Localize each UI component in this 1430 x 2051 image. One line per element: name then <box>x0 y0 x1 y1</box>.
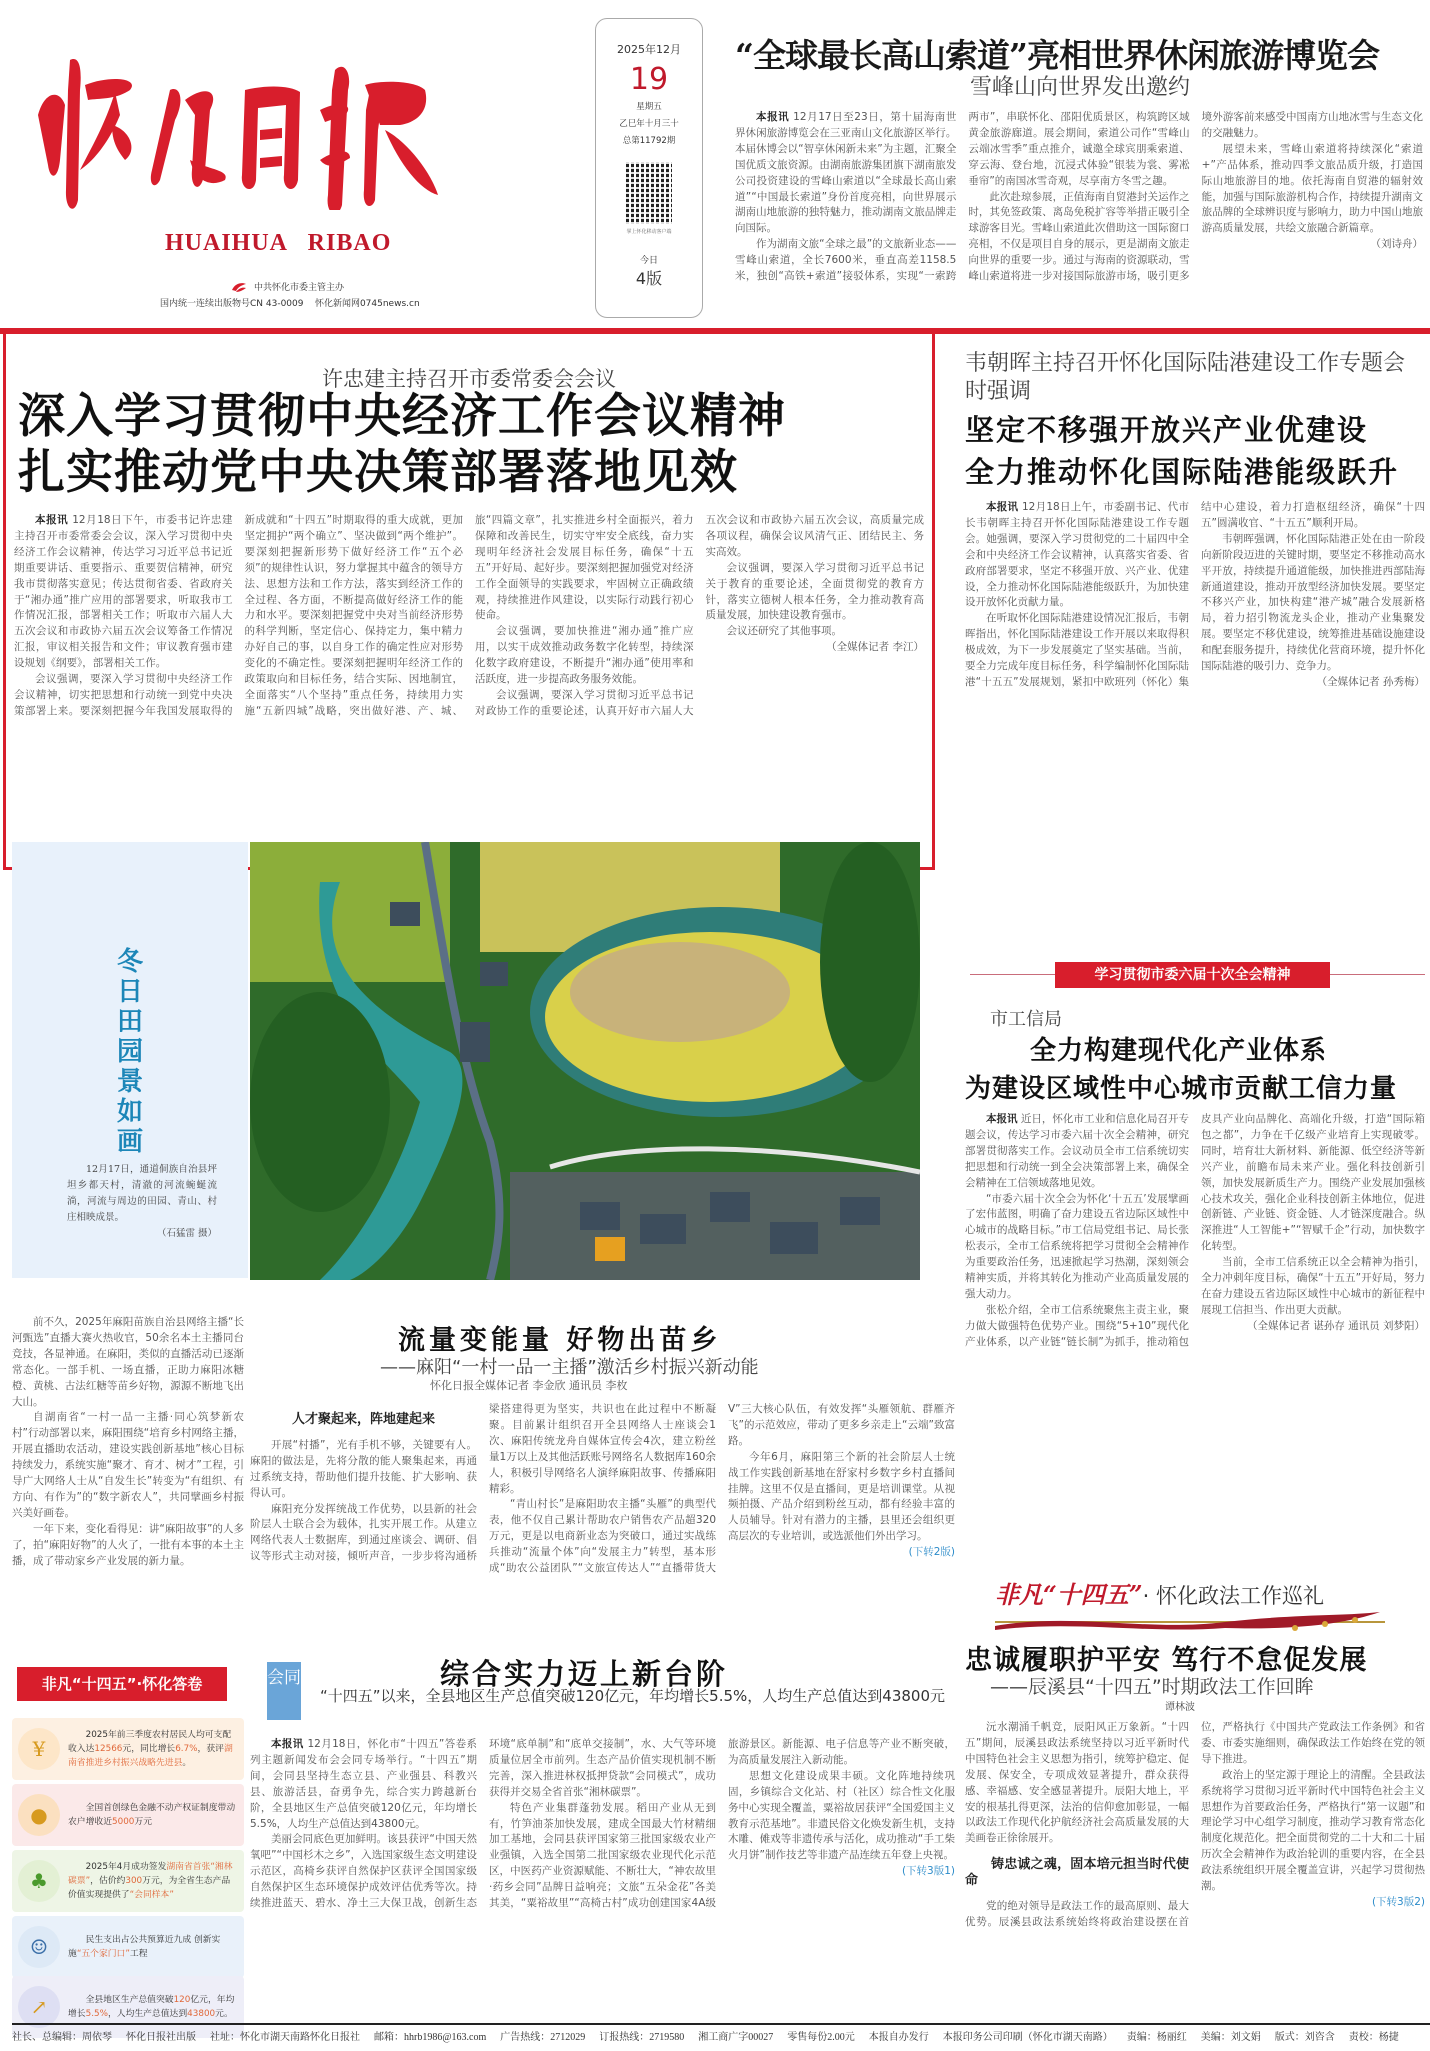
text-fragment: 工程 <box>129 1949 148 1959</box>
paragraph: 沅水潮涌千帆竞，辰阳风正万象新。“十四五”期间，辰溪县政法系统坚持以习近平新时代中国特色社会主义思想为指引，统筹护稳定、促发展、保安全，专项成效显著提升，群众获得感、幸福感、安全感显著提升。辰阳大地上，平安的根基扎得更深，法治的信仰愈加彰显，一幅以政法工作现代化护航经济社会高质量发展的大美画卷正徐徐展开。 <box>965 1721 1189 1845</box>
paragraph: 一年下来，变化看得见：讲“麻阳故事”的人多了，拍“麻阳好物”的人火了，一批有本事的本土主播，成了带动家乡产业发展的新力量。 <box>12 1522 244 1567</box>
day-number: 19 <box>629 62 669 97</box>
byline: （全媒体记者 李江） <box>826 641 924 654</box>
highlight-value: 5000 <box>112 1817 135 1827</box>
mayang-story-subheadline: ——麻阳“一村一品一主播”激活乡村振兴新动能 <box>380 1357 759 1378</box>
plenum-story-kicker: 市工信局 <box>990 1009 1062 1030</box>
section-banner: 学习贯彻市委六届十次全会精神 <box>1055 962 1330 988</box>
paragraph: 特色产业集群蓬勃发展。稻田产业从无到有，竹笋油茶加快发展，建成全国最大竹材精细加工基地，会同县获评国家第三批国家级农业产业强镇，入选全国第二批国家级农业现代化示范区，中医药产业资源赋能、不断壮大，“神农故里·药乡会同”品牌日益响亮；文旅“五朵金花”各美其美，“粟裕故里”“高椅古村”成功创建国家4A级旅游景区。新能源、电子信息等产业不断突破，为高质量发展注入新动能。 <box>489 1738 955 1910</box>
text-fragment: 。 <box>182 1758 192 1768</box>
paragraph: 会议强调，要加快推进“湘办通”推广应用，以实干成效推动政务数字化转型，持续深化数字政府建设，不断提升“湘办通”使用率和活跃度，进一步提高政务服务效能。 <box>475 625 694 686</box>
footer-item: 怀化日报社出版 <box>126 2032 196 2043</box>
port-story-headline-1[interactable]: 坚定不移强开放兴产业优建设 <box>965 413 1369 447</box>
infographic-text <box>60 1801 244 1829</box>
lead-story <box>3 330 935 870</box>
caption-text: 12月17日，通道侗族自治县坪坦乡都天村，清澈的河流蜿蜒流淌，河流与周边的田园、青山、村庄相映成景。 <box>67 1164 217 1223</box>
paragraph: 会议强调，要深入学习贯彻习近平总书记关于教育的重要论述，全面贯彻党的教育方针，落实立德树人根本任务，全力推动教育高质量发展，加快建设教育强市。 <box>705 561 924 622</box>
paragraph: 党的绝对领导是政法工作的最高原则、最大优势。辰溪县政法系统始终将政治建设摆在首位，严格执行《中国共产党政法工作条例》和省委、市委实施细则，确保政法工作始终在党的领导下推进。 <box>965 1721 1425 1928</box>
infographic-item <box>12 1718 244 1780</box>
lead-tag: 本报讯 <box>271 1738 304 1750</box>
paragraph: 12月17日至23日，第十届海南世界休闲旅游博览会在三亚南山文化旅游区举行。本届休博会以“智享休闲新未来”为主题，汇聚全国优质文旅资源。由湖南旅游集团旗下湖南旅发公司投资建设的雪峰山索道以“全球最长高山索道”“中国最长索道”身份首度亮相，向世界展示湖南山地旅游的独特魅力，推动湖南文旅品牌走向国际。 <box>735 111 957 235</box>
year-month: 2025年12月 <box>617 43 681 56</box>
infographic-text <box>60 1993 244 2021</box>
text-fragment: ，人均生产总值达到 <box>107 2009 188 2019</box>
footer-item: 社址：怀化市湖天南路怀化日报社 <box>210 2032 360 2043</box>
text-fragment: 2025年4月成功签发 <box>85 1862 167 1872</box>
paragraph: 当前，全市工信系统正以全会精神为指引，全力冲刺年度目标，确保“十五五”开好局，努力在奋力建设五省边际区域性中心城市的新征程中展现工信担当、作出更大贡献。 <box>1201 1256 1425 1316</box>
aerial-village-photo[interactable] <box>250 842 920 1280</box>
infographic-text <box>60 1860 244 1902</box>
footer-item: 美编：刘文娟 <box>1200 2032 1261 2043</box>
text-fragment: 全国首创绿色金融不动产权证制度带动农户增收近 <box>68 1803 236 1827</box>
website-link[interactable]: 怀化新闻网0745news.cn <box>314 299 420 309</box>
lead-tag: 本报讯 <box>35 514 69 526</box>
photo-caption <box>67 1162 217 1242</box>
paragraph: 张松介绍，全市工信系统聚焦主责主业，聚力做大做强特色优势产业。围绕“5+10”现代化产业体系，以产业链“链长制”为抓手，推动箱包皮具产业向品牌化、高端化升级，打造“国际箱包之都”，力争在千亿级产业培育上实现破零。同时，培育壮大新材料、新能源、低空经济等新兴产业，前瞻布局未来产业。强化科技创新引领，加快发展新质生产力。围绕产业发展加强核心技术攻关，强化企业科技创新主体地位，促进创新链、产业链、资金链、人才链深度融合。纵深推进“人工智能+”“智赋千企”行动，加快数字化转型。 <box>965 1113 1425 1348</box>
text-fragment: 万元 <box>134 1817 152 1827</box>
infographic-text <box>60 1728 244 1770</box>
paragraph: 美丽会同底色更加鲜明。该县获评“中国天然氧吧”“中国杉木之乡”，入选国家级生态文明建设示范区，高椅乡获评自然保护区获评全国国家级自然保护区生态环境保护成效评估优秀等次。持续推进蓝天、碧水、净土三大保卫战，创新生态环境“底单制”和“底单交接制”，水、大气等环境质量位居全市前列。生态产品价值实现机制不断完善，深入推进林权抵押贷款“会同模式”，成功获得并交易全省首张“湘林碳票”。 <box>250 1738 716 1910</box>
paragraph: 麻阳充分发挥统战工作优势，以县新的社会阶层人士联合会为载体，扎实开展工作。从建立网络代表人士数据库，到通过座谈会、调研、倡议等形式主动对接，倾听声音，一步步将沟通桥梁搭建得更为坚实，共识也在此过程中不断凝聚。目前累计组织召开全县网络人士座谈会1次、麻阳传统龙舟自媒体宣传会4次，建立粉丝量1万以上及其他活跃账号网络名人数据库160余人，积极引导网络名人演绎麻阳故事、传播麻阳精彩。 <box>250 1403 716 1563</box>
party-emblem-icon <box>230 281 248 293</box>
lead-story-headline-1[interactable]: 深入学习贯彻中央经济工作会议精神 <box>18 389 786 444</box>
paragraph: 今年6月，麻阳第三个新的社会阶层人士统战工作实践创新基地在舒家村乡数字乡村直播间挂牌。这里不仅是直播间，更是培训课堂。从视频拍摄、产品介绍到粉丝互动，都有经验丰富的人员辅导。针对有潜力的主播，县里还会组织更高层次的专业培训，或选派他们外出学习。 <box>728 1450 955 1543</box>
today-label: 今日 <box>639 256 658 266</box>
plenum-story-body <box>965 1112 1425 1532</box>
date-box <box>595 18 703 318</box>
lead-tag: 本报讯 <box>986 1113 1018 1125</box>
publisher-text: 中共怀化市委主管主办 <box>254 283 345 293</box>
qr-code[interactable] <box>626 162 672 224</box>
text-fragment: 万元，为全省生态产品价值实现提供了 <box>68 1876 231 1900</box>
highlight-value: 12566 <box>94 1744 123 1754</box>
paragraph: 会议还研究了其他事项。 <box>726 625 842 638</box>
paragraph: 作为湖南文旅“全球之最”的文旅新业态——雪峰山索道，全长7600米，垂直高差1158.5米，独创“高铁+索道”接驳体系，实现“一索跨两市”，串联怀化、邵阳优质景区，构筑跨区域黄金旅游廊道。展会期间，索道公司作“雪峰山云端冰雪季”重点推介，诚邀全球宾朋乘索道、穿云海、登台地，沉浸式体验“银装为裳、雾凇垂帘”的南国冰雪奇观，尽享南方冬雪之趣。 <box>735 111 1190 283</box>
section-subheading: 铸忠诚之魂，固本培元担当时代使命 <box>965 1857 1189 1889</box>
masthead-logo <box>20 30 440 210</box>
text-fragment: ，估价约 <box>90 1876 126 1886</box>
lead-tag: 本报讯 <box>756 111 790 123</box>
section-subheading: 人才聚起来，阵地建起来 <box>291 1412 435 1427</box>
footer-divider <box>12 2023 1430 2025</box>
infographic-banner: 非凡“十四五”·怀化答卷 <box>17 1667 227 1701</box>
coins-icon: ● <box>18 1794 60 1836</box>
footer-imprint <box>12 2028 1430 2043</box>
lead-story-headline-2[interactable]: 扎实推动党中央决策部署落地见效 <box>18 445 738 500</box>
paragraph: 韦朝晖强调，怀化国际陆港正处在由一阶段向新阶段迈进的关键时期，要坚定不移推动高水平开放，持续提升通道能级，加快推进西部陆海新通道建设，推动开放型经济加快发展。要坚定不移兴产业，加快构建“港产城”融合发展新格局，着力招引物流龙头企业，推动产业集聚发展。要坚定不移优建设，统筹推进基础设施建设和配套服务提升，持续优化营商环境，提升怀化国际陆港的吸引力、竞争力。 <box>1201 532 1425 673</box>
series-logo-text: · 怀化政法工作巡礼 <box>1142 1584 1324 1608</box>
infographic-text <box>60 1933 244 1961</box>
plenum-story-headline-2[interactable]: 为建设区域性中心城市贡献工信力量 <box>965 1074 1398 1104</box>
paragraph: 12月18日，怀化市“十四五”答卷系列主题新闻发布会会同专场举行。“十四五”期间，会同县坚持生态立县、产业强县、科教兴县、旅游活县，奋勇争先，综合实力跨越新台阶，全县地区生产总值突破120亿元，年均增长5.5%，人均生产总值达到43800元。 <box>250 1738 478 1830</box>
byline: （全媒体记者 孙秀梅） <box>1316 675 1425 688</box>
top-story-subheadline: 雪峰山向世界发出邀约 <box>969 75 1190 100</box>
highlight-value: 湖南省推进乡村振兴战略先进县 <box>68 1744 233 1768</box>
law-story-headline[interactable]: 忠诚履职护平安 笃行不怠促发展 <box>965 1645 1368 1676</box>
paragraph: 前不久，2025年麻阳苗族自治县网络主播“长河甄选”直播大赛火热收官，50余名本土主播同台竞技，各显神通。在麻阳，类似的直播活动已逐渐常态化。一部手机、一场直播，正助力麻阳冰糖橙、黄桃、古法红糖等苗乡好物，源源不断地飞出大山。 <box>12 1316 244 1408</box>
paragraph: 会议强调，要深入学习贯彻习近平总书记对政协工作的重要论述，认真开好市六届人大五次会议和市政协六届五次会议，高质量完成各项议程，确保会议风清气正、团结民主、务实高效。 <box>475 514 924 717</box>
infographic-item <box>12 1850 244 1912</box>
text-fragment: 2025年前三季度农村居民人均可支配收入达 <box>68 1730 232 1754</box>
paragraph: “市委六届十次全会为怀化‘十五五’发展擘画了宏伟蓝图，明确了奋力建设五省边际区域性中心城市的战略目标。”市工信局党组书记、局长张松表示，全市工信系统将把学习贯彻全会精神作为重要政治任务，迅速掀起学习热潮，深刻领会精神实质，并将其转化为推动产业高质量发展的强大动力。 <box>965 1192 1189 1300</box>
lead-story-body <box>14 513 924 861</box>
paragraph: 12月18日下午，市委书记许忠建主持召开市委常委会会议，深入学习贯彻中央经济工作会议精神，传达学习习近平总书记近期重要讲话、重要指示、重要贺信精神，研究我市贯彻落实意见；传达贯彻省委、省政府关于“湘办通”推广应用的部署要求，听取我市工作情况汇报，部署相关工作；听取市六届人大五次会议和市政协六届五次会议筹备工作情况汇报，审议相关报告和文件；审议教育强市建设规划《纲要》，部署相关工作。 <box>14 514 233 670</box>
ribbon-decoration-icon <box>995 1610 1385 1632</box>
text-fragment: 亿元，年均增长 <box>68 1995 235 2019</box>
infographic-item <box>12 1916 244 1978</box>
port-story-kicker: 韦朝晖主持召开怀化国际陆港建设工作专题会时强调 <box>965 351 1406 404</box>
continued-link[interactable]: (下转3版2) <box>1371 1895 1425 1908</box>
county-tag: 会同 <box>267 1662 301 1720</box>
weekday: 星期五 <box>636 102 662 112</box>
lunar-date: 乙巳年十月三十 <box>619 119 679 129</box>
continued-link[interactable]: (下转3版1) <box>901 1865 955 1878</box>
cn-number: 国内统一连续出版物号CN 43-0009 <box>160 299 304 309</box>
footer-item: 订报热线：2719580 <box>599 2032 685 2043</box>
top-story-body <box>735 110 1423 310</box>
footer-item: 广告热线：2712029 <box>500 2032 586 2043</box>
paragraph: 自湖南省“一村一品一主播·同心筑梦新农村”行动部署以来，麻阳围绕“培育乡村网络主播，开展直播助农活动，建设实践创新基地”核心目标持续发力，系统实施“聚才、育才、树才”工程，引导广大网络人士从“自发生长”转变为“有组织、有方向、有作为”的“数字新农人”，共同擘画乡村振兴美好画卷。 <box>12 1411 244 1519</box>
plenum-story-headline-1[interactable]: 全力构建现代化产业体系 <box>1030 1036 1328 1066</box>
footer-item: 本报自办发行 <box>868 2032 929 2043</box>
footer-item: 责编：杨丽红 <box>1126 2032 1187 2043</box>
publication-info <box>160 296 420 309</box>
highlight-value: 120 <box>173 1995 191 2005</box>
photo-credit: （石猛雷 摄） <box>156 1228 217 1239</box>
footer-item: 社长、总编辑：周依琴 <box>12 2032 112 2043</box>
port-story-headline-2[interactable]: 全力推动怀化国际陆港能级跃升 <box>965 455 1400 489</box>
port-story-body <box>965 500 1425 940</box>
mayang-story-intro <box>12 1315 244 1635</box>
series-logo-red: 非凡“十四五” <box>995 1580 1143 1609</box>
issue-number: 总第11792期 <box>622 136 676 146</box>
infographic-item <box>12 1784 244 1846</box>
footer-item: 责校：杨捷 <box>1348 2032 1399 2043</box>
paragraph: 会议强调，要深入学习贯彻中央经济工作会议精神，切实把思想和行动统一到党中央决策部署上来。要深刻把握今年我国发展取得的新成就和“十四五”时期取得的重大成就，更加坚定拥护“两个确立”、坚决做到“两个维护”。要深刻把握新形势下做好经济工作“五个必须”的规律性认识，努力掌握其中蕴含的领导方法、思想方法和工作方法，落实到经济工作的全过程、各方面，不断提高做好经济工作的能力和水平。要深刻把握党中央对当前经济形势的科学判断，坚定信心、保持定力，集中精力办好自己的事，以自身工作的确定性应对形势变化的不确定性。要深刻把握明年经济工作的政策取向和目标任务，结合实际、因地制宜，全面落实“八个坚持”重点任务，持续用力实施“五新四城”战略，突出做好港、产、城、旅“四篇文章”，扎实推进乡村全面振兴，着力保障和改善民生，切实守牢安全底线，奋力实现明年经济社会发展目标任务，确保“十五五”开好局、起好步。要深刻把握加强党对经济工作全面领导的实践要求，牢固树立正确政绩观，持续推进作风建设，以实际行动践行初心使命。 <box>14 514 694 717</box>
paragraph: “青山村长”是麻阳助农主播“头雁”的典型代表，他不仅自己累计帮助农户销售农产品超320万元，更是以电商新业态为突破口，通过实战练兵推动“流量个体”向“发展主力”转型，基本形成“助农公益团队”“文旅宣传达人”“直播带货大V”三大核心队伍，有效发挥“头雁领航、群雁齐飞”的示范效应，带动了更多乡亲走上“云端”致富路。 <box>489 1403 955 1575</box>
money-hand-icon: ¥ <box>18 1728 60 1770</box>
photo-feature-title: 冬日田园景如画 <box>116 947 143 1157</box>
highlight-value: 300 <box>125 1876 143 1886</box>
qr-caption: 掌上怀化移动客户端 <box>626 229 672 235</box>
text-fragment: 元。 <box>215 2009 233 2019</box>
text-fragment: 元，同比增长 <box>122 1744 176 1754</box>
footer-item: 邮箱：hhrb1986@163.com <box>374 2032 487 2043</box>
photo-feature-panel <box>12 842 248 1278</box>
text-fragment: ，获评 <box>197 1744 224 1754</box>
footer-item: 零售每份2.00元 <box>787 2032 855 2043</box>
paragraph: 开展“村播”，光有手机不够，关键要有人。麻阳的做法是，先将分散的能人聚集起来，再通过系统支持，帮助他们提升技能、扩大影响、获得认可。 <box>250 1438 477 1499</box>
mayang-story-body <box>250 1402 955 1627</box>
paragraph: 在听取怀化国际陆港建设情况汇报后，韦朝晖指出，怀化国际陆港建设工作开展以来取得积极成效，为下一步发展奠定了坚实基础。当前，要全力完成年度目标任务，科学编制怀化国际陆港“十五五”发展规划，紧扣中欧班列（怀化）集结中心建设，着力打造枢纽经济，确保“十四五”圆满收官、“十五五”顺利开局。 <box>965 501 1425 688</box>
highlight-value: 43800 <box>187 2009 216 2019</box>
footer-item: 版式：刘咨含 <box>1274 2032 1335 2043</box>
paragraph: 政治上的坚定源于理论上的清醒。全县政法系统将学习贯彻习近平新时代中国特色社会主义思想作为首要政治任务，严格执行“第一议题”和理论学习中心组学习制度，推动学习教育常态化制度化规范化。把全面贯彻党的二十大和二十届历次全会精神作为政治轮训的重要内容，在全县政法系统组织开展全覆盖宣讲，兴起学习贯彻热潮。 <box>1201 1768 1425 1893</box>
growth-chart-icon: ↗ <box>18 1986 60 2028</box>
huitong-story-body <box>250 1737 955 2007</box>
mayang-story-byline: 怀化日报全媒体记者 李金欣 通讯员 李枚 <box>430 1379 628 1392</box>
huitong-story-headline[interactable]: 综合实力迈上新台阶 <box>440 1657 729 1691</box>
footer-item: 本报印务公司印刷（怀化市湖天南路） <box>942 2032 1113 2043</box>
highlight-value: “会同样本” <box>129 1890 174 1900</box>
mayang-story-headline[interactable]: 流量变能量 好物出苗乡 <box>398 1325 722 1356</box>
paragraph: 近日，怀化市工业和信息化局召开专题会议，传达学习市委六届十次全会精神，研究部署贯彻落实工作。会议动员全市工信系统切实把思想和行动统一到全会决策部署上来，确保全会精神在工信领域落地见效。 <box>965 1113 1190 1189</box>
footer-item: 湘工商广字00027 <box>698 2032 774 2043</box>
law-story-body <box>965 1720 1425 2010</box>
huitong-story-subheadline: “十四五”以来，全县地区生产总值突破120亿元，年均增长5.5%，人均生产总值达到43800元 <box>320 1687 946 1705</box>
edition-count: 4版 <box>635 269 663 288</box>
paragraph: 思想文化建设成果丰硕。文化阵地持续巩固，乡镇综合文化站、村（社区）综合性文化服务中心实现全覆盖，粟裕故居获评“全国爱国主义教育示范基地”。非遗民俗文化焕发新生机，支持木雕、傩戏等非遗传承与活化，成功推动“手工柴火月饼”制作技艺等非遗产品连续五年登上央视。 <box>728 1769 955 1862</box>
byline: （刘诗舟） <box>1370 238 1423 251</box>
highlight-value: 5.5% <box>85 2009 108 2019</box>
law-story-author: 谭林波 <box>1165 1702 1195 1713</box>
text-fragment: 民生支出占公共预算近九成 创新实施 <box>68 1935 221 1959</box>
top-story-headline[interactable]: “全球最长高山索道”亮相世界休闲旅游博览会 <box>735 36 1379 75</box>
paragraph: 12月18日上午，市委副书记、代市长韦朝晖主持召开怀化国际陆港建设工作专题会。她强调，要深入学习贯彻党的二十届四中全会和中央经济工作会议精神，认真落实省委、省政府部署要求，坚定不移强开放、兴产业、优建设，全力推动怀化国际陆港能级跃升，为加快建设开放怀化贡献力量。 <box>965 501 1190 609</box>
highlight-value: “五个家门口” <box>76 1949 130 1959</box>
lead-story-kicker: 许忠建主持召开市委常委会会议 <box>322 367 616 391</box>
people-icon: ☺ <box>18 1926 60 1968</box>
highlight-value: 6.7% <box>175 1744 198 1754</box>
publisher-row <box>230 280 344 293</box>
highlight-value: 湖南省首张“湘林碳票” <box>68 1862 233 1886</box>
lead-tag: 本报讯 <box>986 501 1019 513</box>
paragraph: 展望未来，雪峰山索道将持续深化“索道+”产品体系，推动四季文旅品质升级，打造国际山地旅游目的地。依托海南自贸港的辐射效能，加强与国际旅游机构合作，持续提升湖南文旅品牌的全球辨识度与影响力，助力中国山地旅游高质量发展，共绘文旅融合新篇章。 <box>1201 142 1423 235</box>
masthead-english-name: HUAIHUA RIBAO <box>165 230 392 256</box>
law-story-subheadline: ——辰溪县“十四五”时期政法工作回眸 <box>990 1676 1314 1698</box>
paragraph: 此次赴琼参展，正值海南自贸港封关运作之时，其免签政策、离岛免税扩容等举措正吸引全球游客目光。雪峰山索道此次借助这一国际窗口亮相，不仅是项目自身的展示，更是湖南文旅走向世界的重要一步。通过与海南的资源联动，雪峰山索道将进一步对接国际旅游市场，吸引更多境外游客前来感受中国南方山地冰雪与生态文化的交融魅力。 <box>968 111 1423 283</box>
trees-icon: ♣ <box>18 1860 60 1902</box>
continued-link[interactable]: (下转2版) <box>908 1546 955 1559</box>
byline: （全媒体记者 谌孙存 通讯员 刘梦阳） <box>1246 1319 1425 1332</box>
text-fragment: 全县地区生产总值突破 <box>85 1995 174 2005</box>
